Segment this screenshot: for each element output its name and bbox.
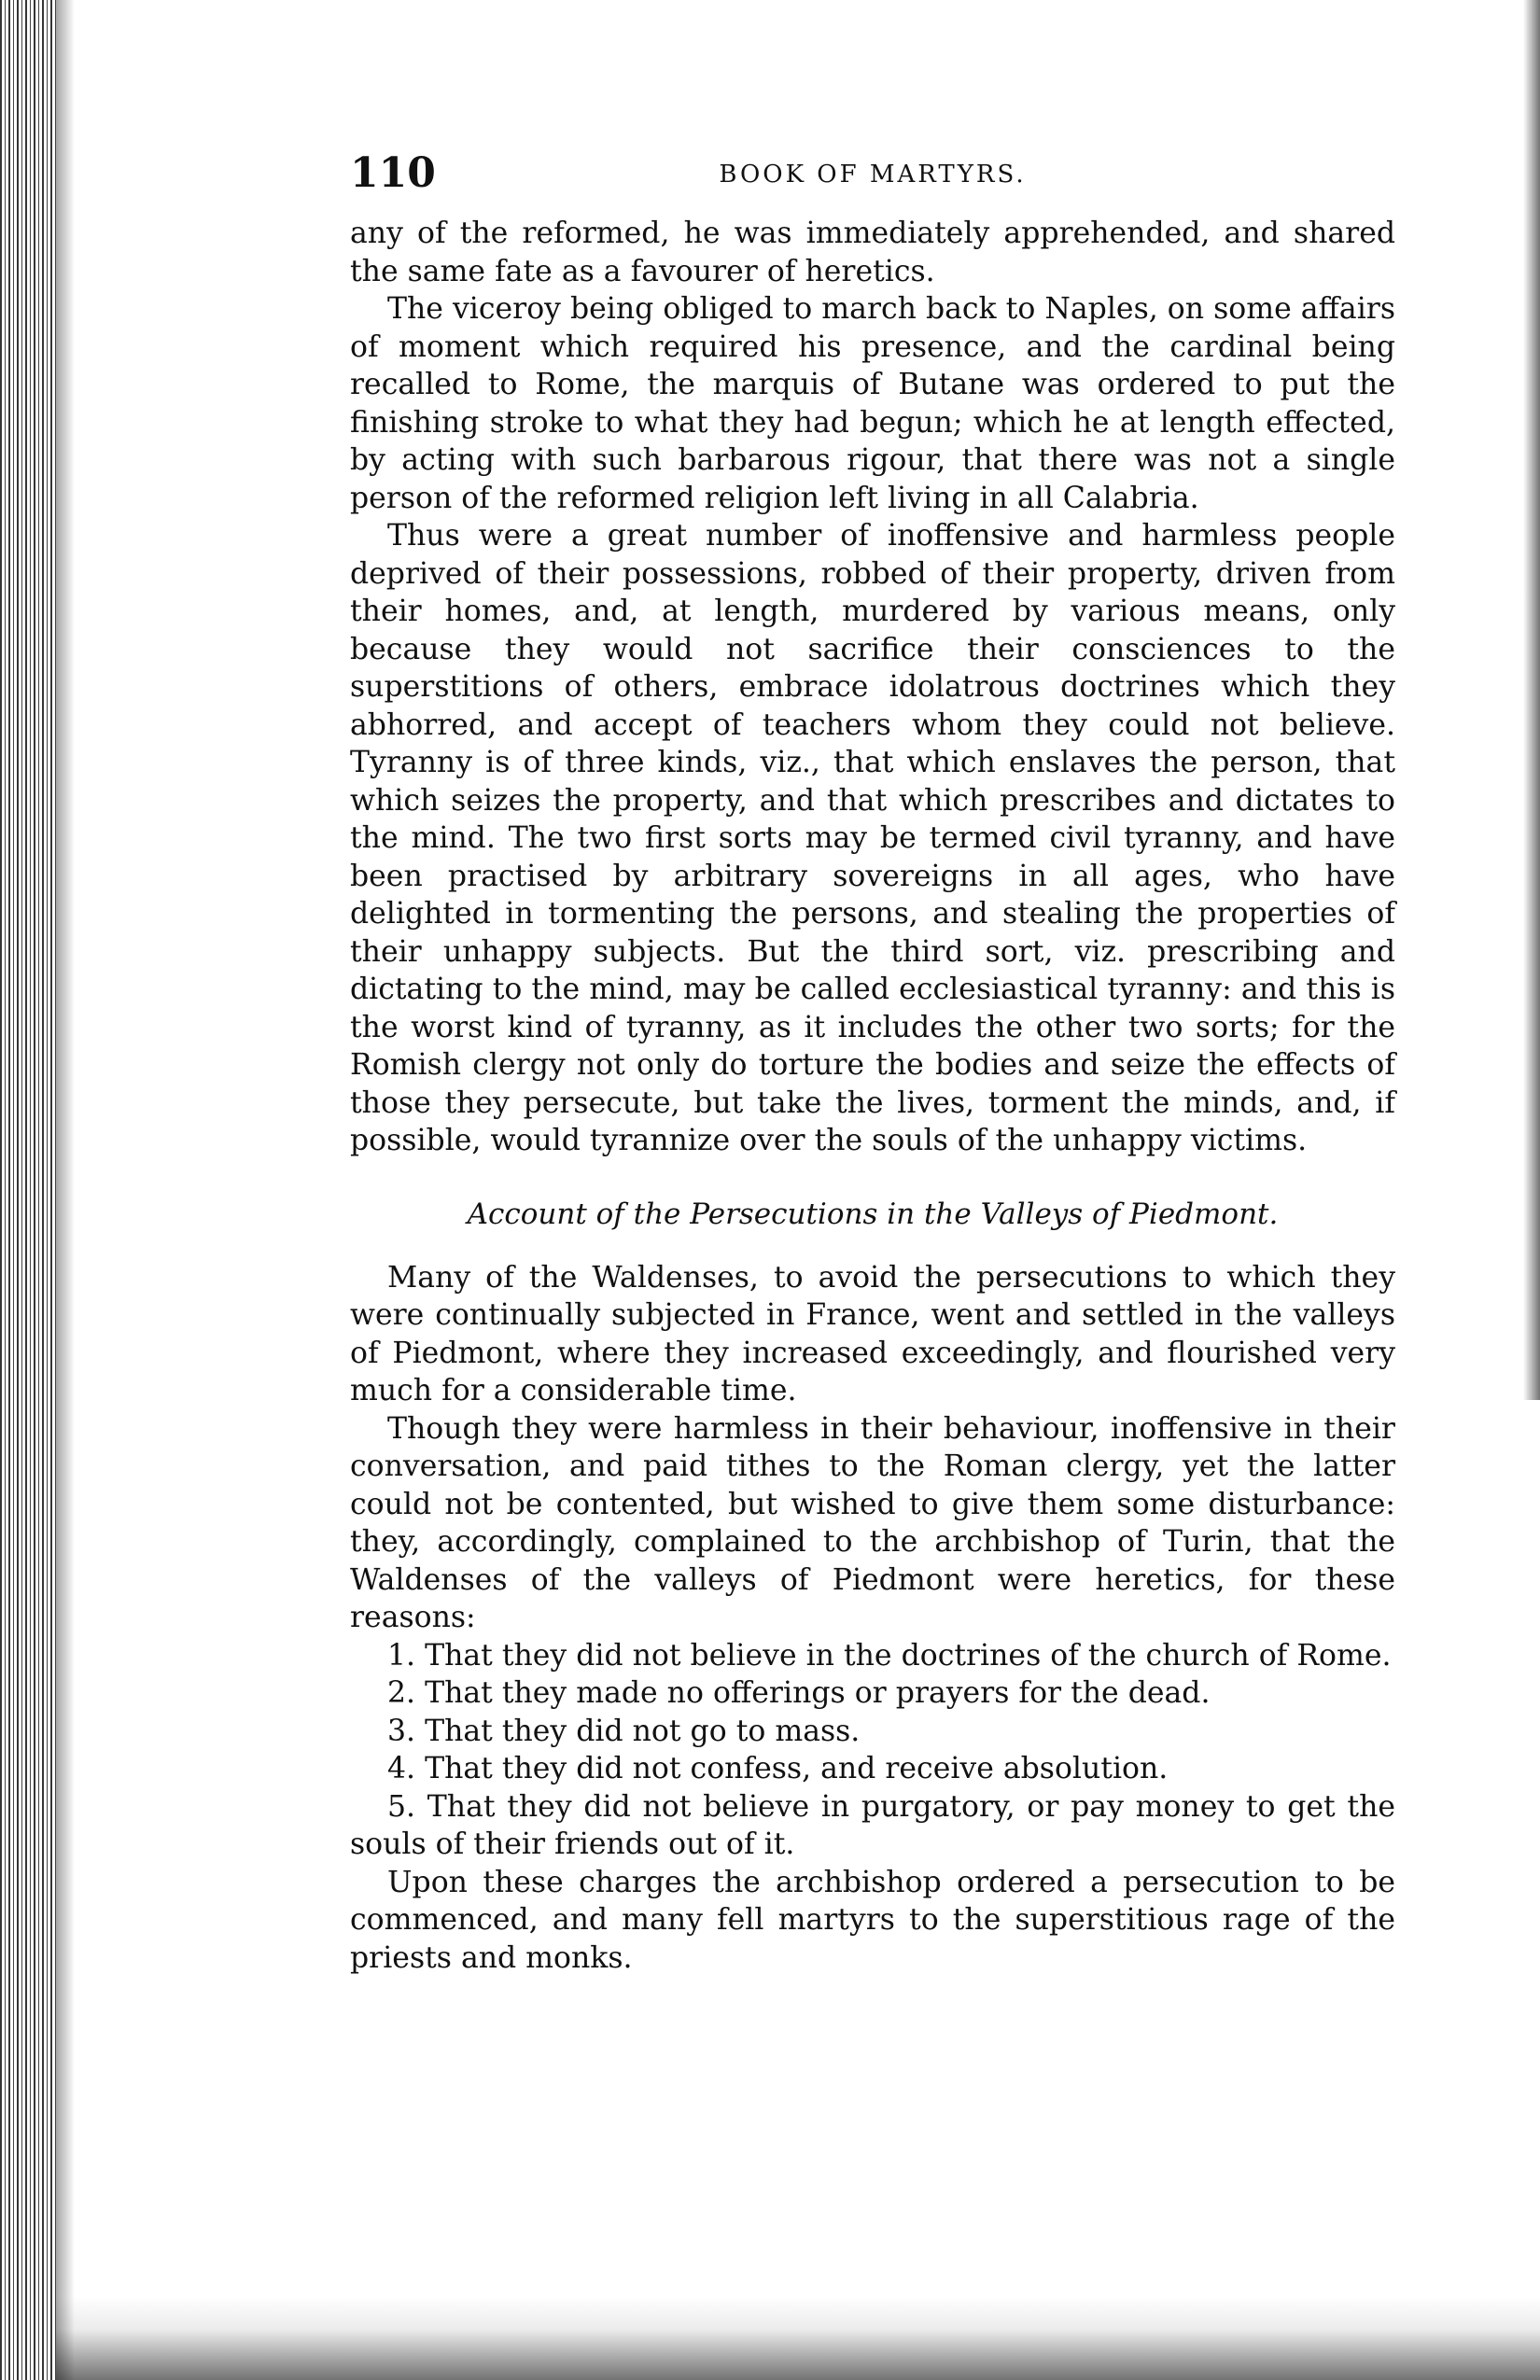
page-edge-shadow: [1523, 0, 1540, 1400]
reasons-list: [350, 1637, 1395, 1864]
list-item: 1. That they did not believe in the doctrines of the church of Rome.: [387, 1638, 1392, 1673]
page-number: 110: [350, 149, 436, 197]
list-item: 5. That they did not believe in purgatory, or pay money to get the souls of their friends out of it.: [350, 1789, 1395, 1861]
list-item: 4. That they did not confess, and receive absolution.: [387, 1752, 1169, 1785]
paragraph-reasons-intro: Though they were harmless in their behaviour, inoffensive in their conversation, and paid tithes to the Roman clergy, yet the latter could not be contented, but wished to give them some disturbance: they, accordingly, complained to the archbishop of Turin, that the Waldenses of the valleys of Piedmont were heretics, for these reasons:: [350, 1411, 1395, 1634]
paragraph-continued: any of the reformed, he was immediately apprehended, and shared the same fate as a favourer of heretics.: [350, 217, 1395, 288]
book-spine-shadow: [0, 0, 56, 2380]
body-text: [350, 215, 1395, 1977]
running-title: BOOK OF MARTYRS.: [719, 161, 1027, 189]
paragraph-waldenses: Many of the Waldenses, to avoid the persecutions to which they were continually subjected in France, went and settled in the valleys of Piedmont, where they increased exceedingly, and flourished very much for a considerable time.: [350, 1260, 1395, 1407]
page-header: [350, 149, 1395, 215]
list-item: 2. That they made no offerings or prayers for the dead.: [387, 1676, 1211, 1710]
paragraph-viceroy: The viceroy being obliged to march back to Naples, on some affairs of moment which required his presence, and the cardinal being recalled to Rome, the marquis of Butane was ordered to put the finishing stroke to what they had begun; which he at length effected, by acting with such barbarous rigour, that there was not a single person of the reformed religion left living in all Calabria.: [350, 292, 1395, 515]
paragraph-tyranny: Thus were a great number of inoffensive and harmless people deprived of their possessions, robbed of their property, driven from their homes, and, at length, murdered by various means, only because they would not sacrifice their consciences to the superstitions of others, embrace idolatrous doctrines which they abhorred, and accept of teachers whom they could not believe. Tyranny is of three kinds, viz., that which enslaves the person, that which seizes the property, and that which prescribes and dictates to the mind. The two first sorts may be termed civil tyranny, and have been practised by arbitrary sovereigns in all ages, who have delighted in tormenting the persons, and stealing the properties of their unhappy subjects. But the third sort, viz. prescribing and dictating to the mind, may be called ecclesiastical tyranny: and this is the worst kind of tyranny, as it includes the other two sorts; for the Romish clergy not only do torture the bodies and seize the effects of those they persecute, but take the lives, torment the minds, and, if possible, would tyrannize over the souls of the unhappy victims.: [350, 519, 1395, 1157]
bottom-page-shadow: [56, 2296, 1540, 2380]
section-heading: Account of the Persecutions in the Valleys of Piedmont.: [467, 1197, 1279, 1231]
gutter-shadow: [56, 0, 75, 2380]
book-page: [350, 149, 1395, 1977]
paragraph-closing: Upon these charges the archbishop ordered a persecution to be commenced, and many fell martyrs to the superstitious rage of the priests and monks.: [350, 1865, 1395, 1975]
list-item: 3. That they did not go to mass.: [387, 1714, 861, 1748]
